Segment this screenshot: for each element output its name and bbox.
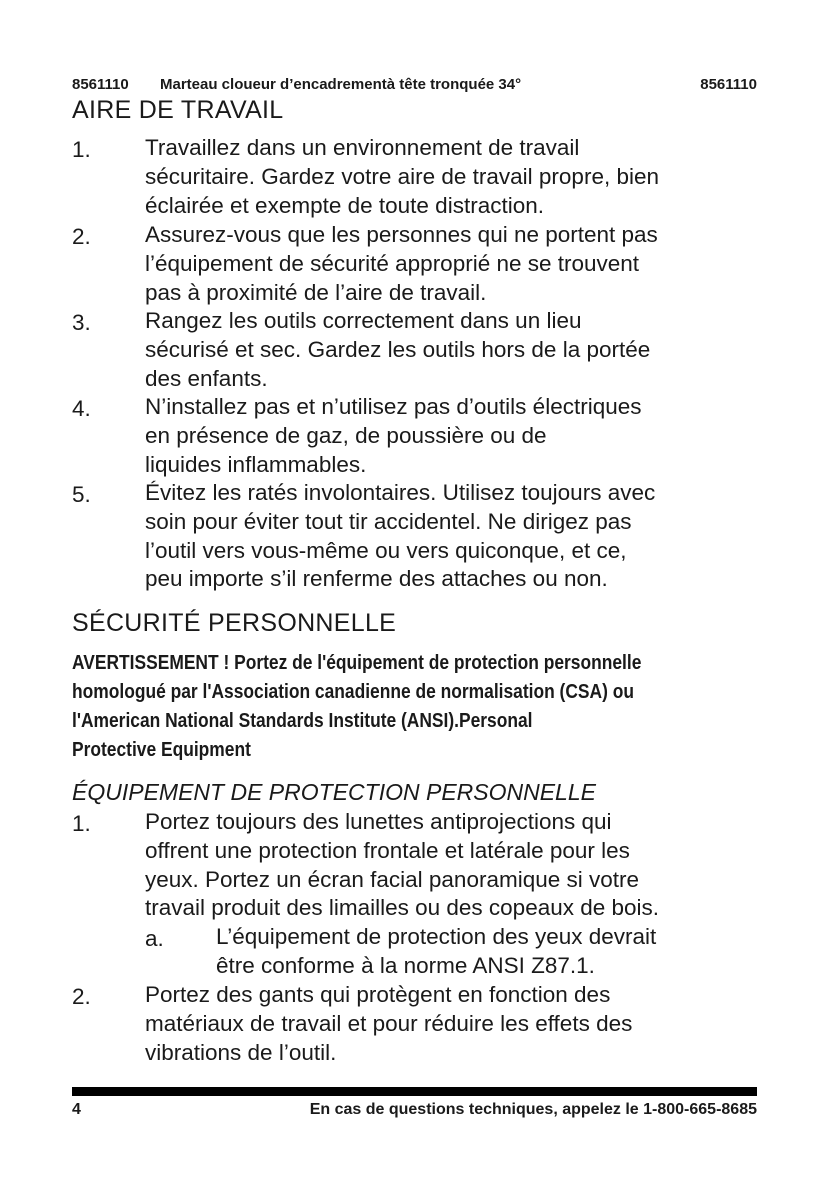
text-line: liquides inflammables. [145, 451, 367, 477]
text-line: Travaillez dans un environnement de travail [145, 135, 580, 160]
text-line: Évitez les ratés involontaires. Utilisez toujours avec [145, 480, 656, 505]
text-line: l’outil vers vous-même ou vers quiconque, et ce, [145, 537, 627, 563]
warning-line: AVERTISSEMENT ! Portez de l'équipement de protection personnelle [72, 652, 642, 674]
header-model-number-left: 8561110 [72, 76, 129, 93]
running-header [72, 76, 757, 98]
text-line: vibrations de l’outil. [145, 1039, 337, 1065]
text-line: peu importe s’il renferme des attaches ou non. [145, 566, 608, 592]
footer-divider [72, 1087, 757, 1096]
warning-line: Protective Equipment [72, 739, 251, 761]
list-item-number: 1. [72, 811, 91, 836]
text-line: Assurez-vous que les personnes qui ne portent pas [145, 222, 658, 247]
text-line: offrent une protection frontale et latérale pour les [145, 837, 630, 863]
list-item-number: 5. [72, 482, 91, 507]
list-item-number: 1. [72, 137, 91, 162]
text-line: N’installez pas et n’utilisez pas d’outils électriques [145, 394, 642, 419]
list-item-number: 2. [72, 984, 91, 1009]
text-line: l’équipement de sécurité approprié ne se trouvent [145, 250, 640, 276]
list-item-text [145, 134, 659, 220]
text-line: en présence de gaz, de poussière ou de [145, 422, 547, 448]
subheading-ppe: ÉQUIPEMENT DE PROTECTION PERSONNELLE [72, 779, 596, 805]
text-line: yeux. Portez un écran facial panoramique si votre [145, 866, 640, 892]
list-item-text [145, 393, 642, 479]
footer-support-text: En cas de questions techniques, appelez le 1-800-665-8685 [309, 1101, 757, 1118]
header-product-title: Marteau cloueur d’encadrementà tête tronquée 34° [160, 76, 522, 93]
list-item-text [145, 479, 655, 594]
text-line: Rangez les outils correctement dans un lieu [145, 308, 582, 333]
list-item-number: 3. [72, 310, 91, 335]
list-item-number: 4. [72, 396, 91, 421]
page-number: 4 [72, 1101, 81, 1118]
section-heading-personal-safety: SÉCURITÉ PERSONNELLE [72, 609, 397, 637]
text-line: soin pour éviter tout tir accidentel. Ne dirigez pas [145, 508, 632, 534]
text-line: Portez toujours des lunettes antiprojections qui [145, 809, 612, 834]
list-subitem-text [216, 923, 656, 981]
text-line: pas à proximité de l’aire de travail. [145, 279, 487, 305]
list-subitem-letter: a. [145, 926, 164, 951]
header-model-number-right: 8561110 [700, 76, 757, 93]
text-line: être conforme à la norme ANSI Z87.1. [216, 952, 595, 978]
list-item-text [145, 221, 658, 307]
section-heading-work-area: AIRE DE TRAVAIL [72, 96, 284, 124]
text-line: éclairée et exempte de toute distraction. [145, 192, 544, 218]
warning-line: l'American National Standards Institute (ANSI).Personal [72, 710, 533, 732]
text-line: travail produit des limailles ou des copeaux de bois. [145, 895, 660, 921]
text-line: sécuritaire. Gardez votre aire de travail propre, bien [145, 163, 659, 189]
text-line: L’équipement de protection des yeux devrait [216, 924, 657, 949]
text-line: des enfants. [145, 365, 268, 391]
list-item-text [145, 981, 632, 1067]
text-line: Portez des gants qui protègent en fonction des [145, 982, 611, 1007]
text-line: sécurisé et sec. Gardez les outils hors de la portée [145, 336, 651, 362]
list-item-number: 2. [72, 224, 91, 249]
warning-line: homologué par l'Association canadienne de normalisation (CSA) ou [72, 681, 634, 703]
text-line: matériaux de travail et pour réduire les effets des [145, 1010, 633, 1036]
warning-notice [72, 649, 641, 765]
list-item-text [145, 307, 650, 393]
list-item-text [145, 808, 659, 923]
